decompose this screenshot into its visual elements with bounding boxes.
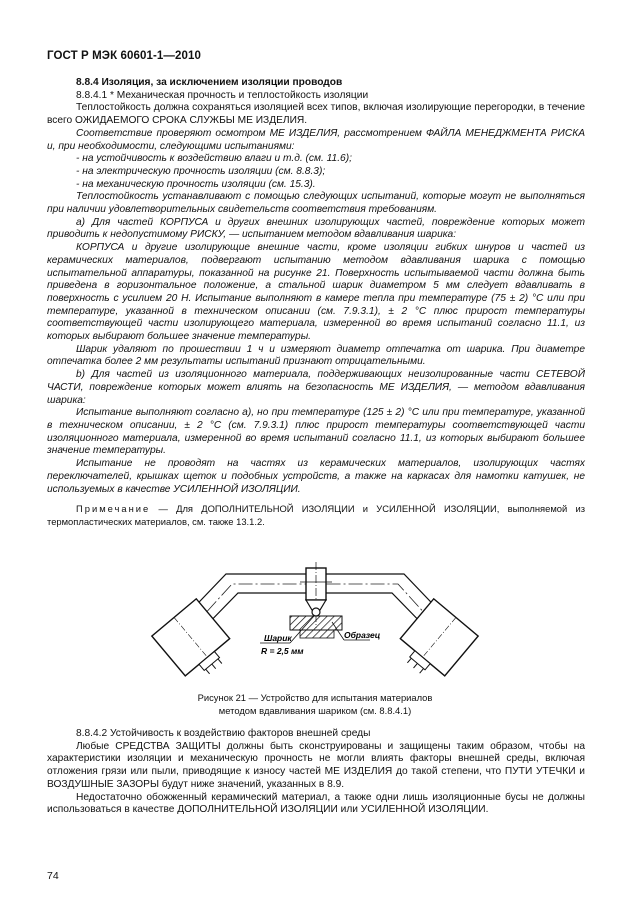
note-label: Примечание <box>76 503 151 515</box>
page-number: 74 <box>47 870 59 882</box>
paragraph: Теплостойкость должна сохраняться изоляцией всех типов, включая изолирующие перегородки, в течение всего ОЖИДАЕМОГО СРОКА СЛУЖБЫ МЕ ИЗДЕЛИЯ. <box>47 102 585 127</box>
subsection-title: 8.8.4.2 Устойчивость к воздействию факторов внешней среды <box>76 728 371 739</box>
paragraph: Недостаточно обожженный керамический материал, а также одни лишь изоляционные бусы не должны использоваться в качестве ДОПОЛНИТЕЛЬНОЙ ИЗОЛЯЦИИ или УСИЛЕННОЙ ИЗОЛЯЦИИ. <box>47 791 585 816</box>
steel-ball <box>312 608 320 616</box>
subsection-title: 8.8.4.1 * Механическая прочность и теплостойкость изоляции <box>76 89 369 101</box>
paragraph: Шарик удаляют по прошествии 1 ч и измеряют диаметр отпечатка от шарика. При диаметре отпечатка более 2 мм результаты испытаний признают отрицательными. <box>47 343 585 368</box>
note <box>47 503 585 528</box>
section-8-8-4-2 <box>47 728 585 817</box>
paragraph: Теплостойкость устанавливают с помощью следующих испытаний, которые могут не выполняться при наличии удовлетворительных свидетельств соответствия требованиям. <box>47 191 585 216</box>
figure-21-apparatus <box>100 560 530 680</box>
figure-caption-line1: Рисунок 21 — Устройство для испытания материалов <box>197 692 433 703</box>
note-text: — Для ДОПОЛНИТЕЛЬНОЙ ИЗОЛЯЦИИ и УСИЛЕННОЙ ИЗОЛЯЦИИ, выполняемой из термопластических материалов, см. также 13.1.2. <box>47 503 585 527</box>
left-weight <box>152 599 239 680</box>
label-sample: Образец <box>344 630 381 640</box>
right-weight <box>391 599 478 680</box>
paragraph: Испытание выполняют согласно а), но при температуре (125 ± 2) °С или при температуре, указанной в техническом описании, ± 2 °С (см. 7.9.3.1) плюс прирост температуры соответствующей части изоляционного материала, измеренной во время испытаний согласно 11.1, из которых выбирают большее значение температуры. <box>47 407 585 457</box>
figure-caption-line2: методом вдавливания шариком (см. 8.8.4.1) <box>218 705 412 716</box>
list-item: - на электрическую прочность изоляции (см. 8.8.3); <box>76 165 326 177</box>
paragraph: а) Для частей КОРПУСА и других внешних изолирующих частей, повреждение которых может приводить к недопустимому РИСКУ, — испытанием методом вдавливания шарика: <box>47 216 585 241</box>
label-ball: Шарик <box>264 633 292 643</box>
paragraph: Испытание не проводят на частях из керамических материалов, изолирующих частях переключателей, крышках щеток и подобных устройств, а также на каркасах для намотки катушек, не используемых в качестве УСИЛЕННОЙ ИЗОЛЯЦИИ. <box>47 458 585 495</box>
label-radius: R = 2,5 мм <box>261 646 304 656</box>
paragraph: b) Для частей из изоляционного материала, поддерживающих неизолированные части СЕТЕВОЙ ЧАСТИ, повреждение которых может влиять на безопасность МЕ ИЗДЕЛИЯ, — методом вдавливания шарика: <box>47 369 585 406</box>
list-item: - на механическую прочность изоляции (см. 15.3). <box>76 178 316 190</box>
paragraph: Соответствие проверяют осмотром МЕ ИЗДЕЛИЯ, рассмотрением ФАЙЛА МЕНЕДЖМЕНТА РИСКА и, при необходимости, следующими испытаниями: <box>47 127 585 152</box>
sample <box>290 616 342 630</box>
paragraph: Любые СРЕДСТВА ЗАЩИТЫ должны быть сконструированы и защищены таким образом, чтобы на характеристики изоляции и механическую прочность не могли влиять факторы внешней среды, включая отложения грязи или пыли, приводящие к износу частей МЕ ИЗДЕЛИЯ до такой степени, что ПУТИ УТЕЧКИ и ВОЗДУШНЫЕ ЗАЗОРЫ будут ниже значений, указанных в 8.9. <box>47 740 585 790</box>
list-item: - на устойчивость к воздействию влаги и т.д. (см. 11.6); <box>76 153 352 165</box>
paragraph: КОРПУСА и другие изолирующие внешние части, кроме изоляции гибких шнуров и частей из керамических материалов, подвергают испытанию методом вдавливания шарика с помощью испытательной аппаратуры, показанной на рисунке 21. Поверхность испытываемой части должна быть приведена в горизонтальное положение, а стальной шарик диаметром 5 мм следует вдавливать в поверхность с усилием 20 Н. Испытание выполняют в камере тепла при температуре (75 ± 2) °С или при температуре, указанной в техническом описании (см. 7.9.3.1), ± 2 °С плюс прирост температуры соответствующей части изолирующего материала, измеренной во время испытаний согласно 11.1, из которых выбирают большее значение температуры. <box>47 242 585 343</box>
section-title: 8.8.4 Изоляция, за исключением изоляции проводов <box>76 77 343 88</box>
section-8-8-4 <box>47 77 585 529</box>
document-header: ГОСТ Р МЭК 60601-1—2010 <box>47 50 201 62</box>
